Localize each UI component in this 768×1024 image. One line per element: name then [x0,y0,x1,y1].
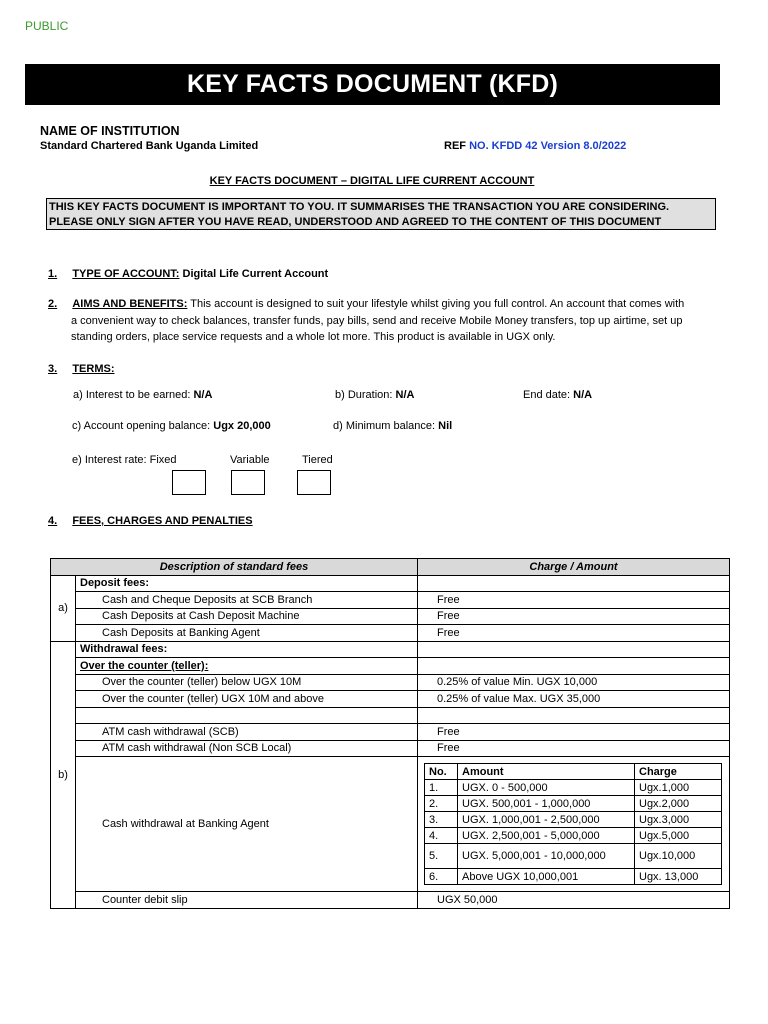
minimum-value: Nil [438,420,453,432]
opening-balance [72,420,271,432]
fee-desc: Cash Deposits at Cash Deposit Machine [76,608,418,625]
tiered-rate-checkbox[interactable] [297,470,331,495]
interest-label: a) Interest to be earned: [73,389,194,401]
opening-label: c) Account opening balance: [72,420,214,432]
agent-amount: UGX. 2,500,001 - 5,000,000 [458,828,635,844]
variable-label: Variable [230,454,270,466]
agent-no: 1. [425,780,458,796]
table-row [425,828,722,844]
section-number: 2. [48,298,58,310]
fee-charge: 0.25% of value Min. UGX 10,000 [418,674,730,691]
institution-name: Standard Chartered Bank Uganda Limited [40,140,259,152]
fee-charge: 0.25% of value Max. UGX 35,000 [418,691,730,708]
fee-desc: ATM cash withdrawal (Non SCB Local) [76,740,418,757]
table-row [425,844,722,869]
table-row [51,608,730,625]
agent-amount: UGX. 0 - 500,000 [458,780,635,796]
agent-charge-table [424,763,722,885]
fee-desc: Over the counter (teller) UGX 10M and above [76,691,418,708]
section-number: 1. [48,268,58,280]
fees-column-charge: Charge / Amount [418,559,730,576]
section-fees [48,513,253,529]
section-type-of-account [48,266,328,282]
empty-cell [418,575,730,592]
section-label: FEES, CHARGES AND PENALTIES [72,515,253,527]
agent-charge: Ugx.2,000 [635,796,722,812]
deposit-fees-header: Deposit fees: [76,575,418,592]
aims-text-line1: This account is designed to suit your lifestyle whilst giving you full control. An account that comes with [190,298,685,310]
opening-value: Ugx 20,000 [213,420,271,432]
table-row [51,740,730,757]
table-row [51,892,730,909]
agent-amount: UGX. 500,001 - 1,000,000 [458,796,635,812]
fee-desc: ATM cash withdrawal (SCB) [76,724,418,741]
institution-label: NAME OF INSTITUTION [40,124,180,138]
reference-value: NO. KFDD 42 Version 8.0/2022 [469,140,627,152]
fee-desc: Cash withdrawal at Banking Agent [76,757,418,892]
table-row [425,869,722,885]
table-row [51,592,730,609]
fee-charge: Free [418,625,730,642]
table-row [51,757,730,892]
fee-charge: UGX 50,000 [418,892,730,909]
table-row [425,796,722,812]
agent-no: 4. [425,828,458,844]
agent-charge: Ugx. 13,000 [635,869,722,885]
withdrawal-fees-header: Withdrawal fees: [76,641,418,658]
section-number: 3. [48,363,58,375]
agent-charge: Ugx.5,000 [635,828,722,844]
agent-col-charge: Charge [635,764,722,780]
section-terms [48,361,114,377]
agent-charge-cell [418,757,730,892]
section-label: AIMS AND BENEFITS: [72,298,188,310]
end-date [523,389,592,401]
table-row [425,780,722,796]
fee-desc: Cash and Cheque Deposits at SCB Branch [76,592,418,609]
agent-amount: UGX. 5,000,001 - 10,000,000 [458,844,635,869]
section-label: TYPE OF ACCOUNT: [72,268,180,280]
interest-value: N/A [193,389,213,401]
empty-cell [418,641,730,658]
fee-desc: Counter debit slip [76,892,418,909]
variable-rate-checkbox[interactable] [231,470,265,495]
agent-charge: Ugx.10,000 [635,844,722,869]
end-date-label: End date: [523,389,574,401]
agent-no: 5. [425,844,458,869]
document-title: KEY FACTS DOCUMENT (KFD) [25,64,720,105]
agent-amount: UGX. 1,000,001 - 2,500,000 [458,812,635,828]
agent-col-amount: Amount [458,764,635,780]
minimum-balance [333,420,452,432]
aims-text-line3: standing orders, place service requests and a whole lot more. This product is available in UGX only. [71,331,556,343]
fee-charge: Free [418,724,730,741]
table-row [51,691,730,708]
empty-cell [418,707,730,724]
group-letter-b: b) [51,641,76,908]
agent-no: 6. [425,869,458,885]
section-label: TERMS: [72,363,115,375]
agent-amount: Above UGX 10,000,001 [458,869,635,885]
duration-label: b) Duration: [335,389,396,401]
fees-column-description: Description of standard fees [51,559,418,576]
fixed-rate-checkbox[interactable] [172,470,206,495]
reference-number [444,140,626,152]
table-row [51,674,730,691]
fee-charge: Free [418,608,730,625]
document-heading: KEY FACTS DOCUMENT – DIGITAL LIFE CURRENT ACCOUNT [209,175,535,187]
empty-cell [418,658,730,675]
fee-desc: Cash Deposits at Banking Agent [76,625,418,642]
minimum-label: d) Minimum balance: [333,420,439,432]
section-aims-benefits [48,296,684,312]
section-number: 4. [48,515,58,527]
agent-charge: Ugx.1,000 [635,780,722,796]
agent-no: 2. [425,796,458,812]
otc-header: Over the counter (teller): [76,658,418,675]
table-row [51,724,730,741]
interest-earned [73,389,212,401]
account-type-value: Digital Life Current Account [182,268,329,280]
agent-charge: Ugx.3,000 [635,812,722,828]
agent-no: 3. [425,812,458,828]
fees-table [50,558,730,909]
interest-rate-label: e) Interest rate: Fixed [72,454,177,466]
duration-value: N/A [395,389,415,401]
empty-cell [76,707,418,724]
warning-box: THIS KEY FACTS DOCUMENT IS IMPORTANT TO YOU. IT SUMMARISES THE TRANSACTION YOU ARE CONSIDERING. PLEASE ONLY SIGN AFTER YOU HAVE READ, UNDERSTOOD AND AGREED TO THE CONTENT OF THIS DOCUMENT [46,198,716,230]
aims-text-line2: a convenient way to check balances, transfer funds, pay bills, send and receive Mobile Money transfers, top up airtime, set up [71,315,683,327]
reference-prefix: REF [444,140,470,152]
fee-charge: Free [418,740,730,757]
table-row [425,812,722,828]
agent-col-no: No. [425,764,458,780]
fee-charge: Free [418,592,730,609]
end-date-value: N/A [573,389,593,401]
fee-desc: Over the counter (teller) below UGX 10M [76,674,418,691]
table-row [51,625,730,642]
table-row [51,707,730,724]
group-letter-a: a) [51,575,76,641]
tiered-label: Tiered [302,454,333,466]
classification-label: PUBLIC [25,19,69,33]
duration [335,389,414,401]
